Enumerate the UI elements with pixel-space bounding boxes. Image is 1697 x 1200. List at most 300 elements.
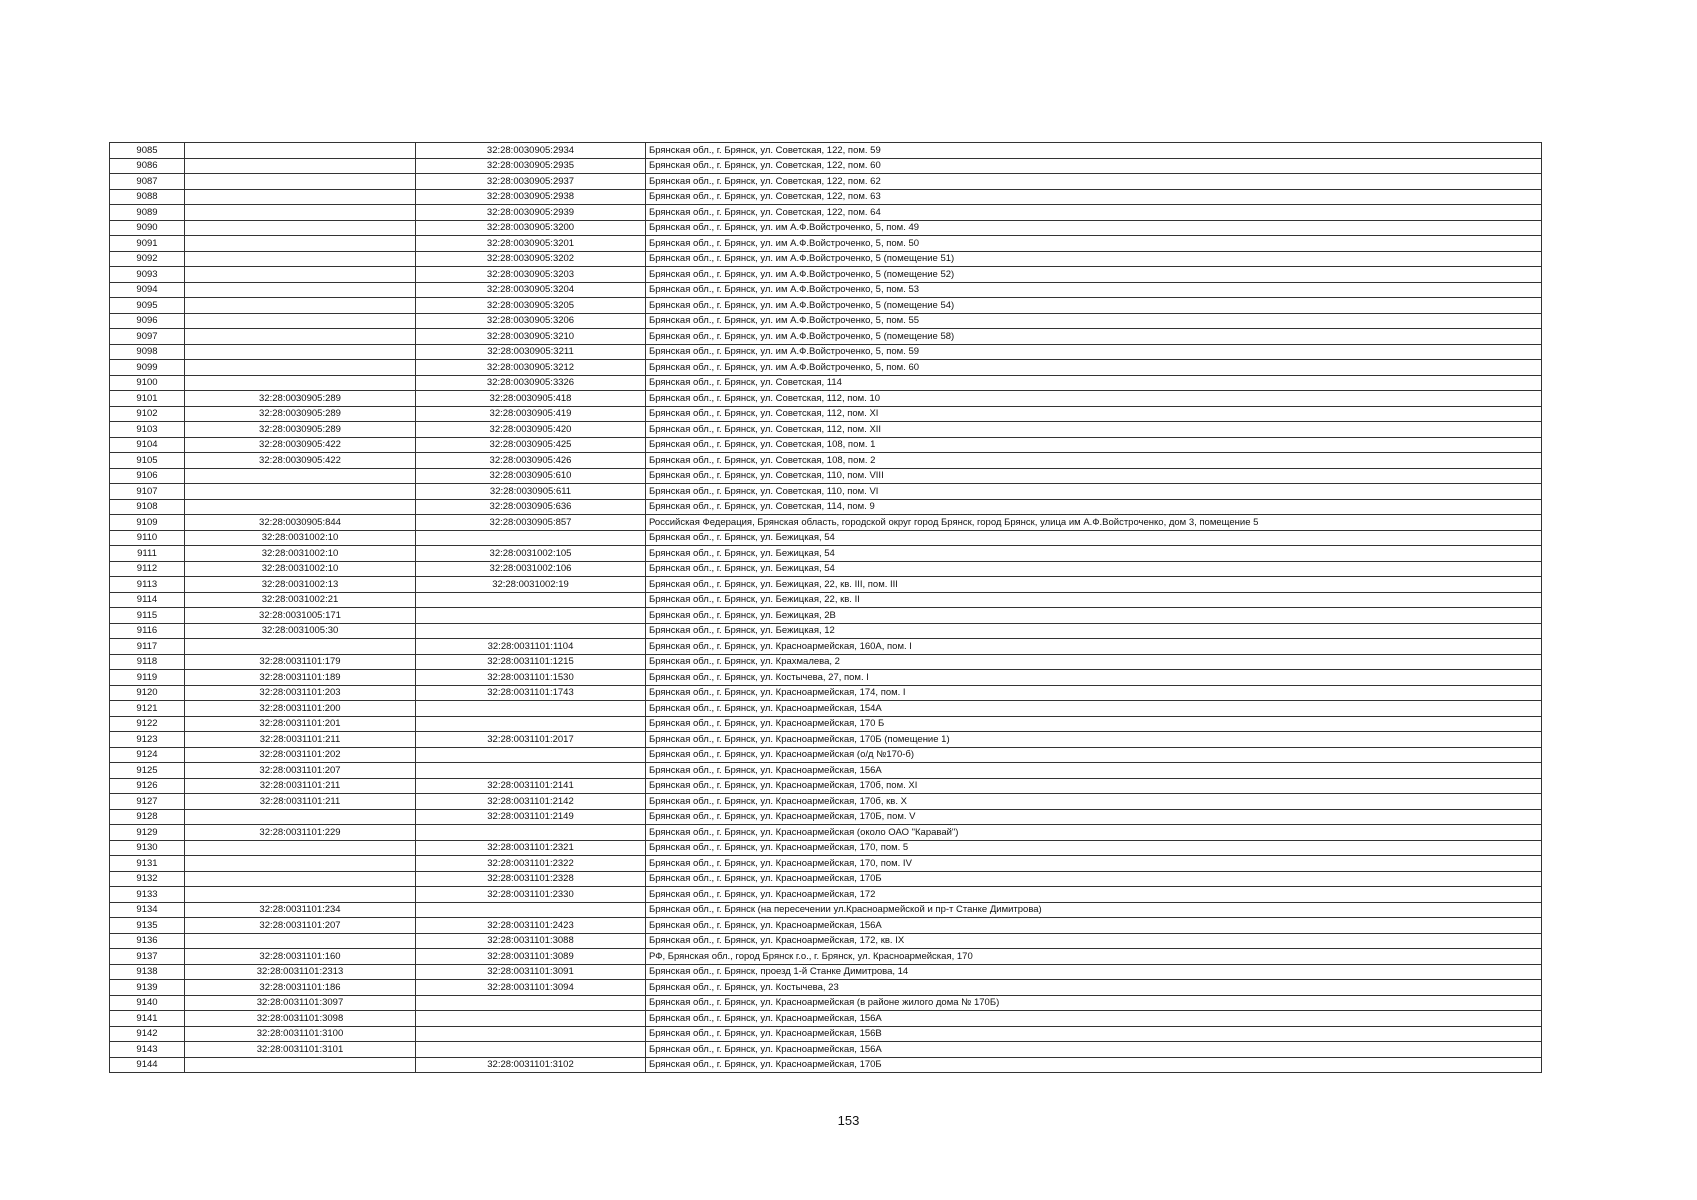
- table-row: [110, 654, 1542, 670]
- row-number-cell: 9102: [110, 406, 185, 422]
- address-cell: Брянская обл., г. Брянск, ул. Красноармейская (в районе жилого дома № 170Б): [646, 995, 1542, 1011]
- object-cadastral-cell: [416, 716, 646, 732]
- address-cell: Брянская обл., г. Брянск, ул. Советская, 108, пом. 2: [646, 453, 1542, 469]
- object-cadastral-cell: 32:28:0031002:106: [416, 561, 646, 577]
- address-cell: Брянская обл., г. Брянск, ул. Красноармейская, 170б, пом. XI: [646, 778, 1542, 794]
- table-row: [110, 546, 1542, 562]
- table-row: [110, 840, 1542, 856]
- table-row: [110, 484, 1542, 500]
- row-number-cell: 9093: [110, 267, 185, 283]
- parcel-cadastral-cell: 32:28:0030905:289: [185, 406, 416, 422]
- object-cadastral-cell: 32:28:0031101:2330: [416, 887, 646, 903]
- address-cell: Брянская обл., г. Брянск, ул. им А.Ф.Войстроченко, 5, пом. 59: [646, 344, 1542, 360]
- parcel-cadastral-cell: 32:28:0030905:422: [185, 437, 416, 453]
- address-cell: Брянская обл., г. Брянск, ул. им А.Ф.Войстроченко, 5, пом. 53: [646, 282, 1542, 298]
- row-number-cell: 9091: [110, 236, 185, 252]
- table-row: [110, 964, 1542, 980]
- row-number-cell: 9116: [110, 623, 185, 639]
- parcel-cadastral-cell: [185, 158, 416, 174]
- address-cell: Брянская обл., г. Брянск, ул. им А.Ф.Войстроченко, 5 (помещение 58): [646, 329, 1542, 345]
- table-row: [110, 406, 1542, 422]
- parcel-cadastral-cell: [185, 375, 416, 391]
- object-cadastral-cell: 32:28:0031101:3089: [416, 949, 646, 965]
- parcel-cadastral-cell: [185, 282, 416, 298]
- parcel-cadastral-cell: [185, 484, 416, 500]
- table-row: [110, 856, 1542, 872]
- object-cadastral-cell: 32:28:0030905:3211: [416, 344, 646, 360]
- object-cadastral-cell: 32:28:0031002:105: [416, 546, 646, 562]
- row-number-cell: 9100: [110, 375, 185, 391]
- parcel-cadastral-cell: 32:28:0031005:171: [185, 608, 416, 624]
- table-row: [110, 329, 1542, 345]
- parcel-cadastral-cell: 32:28:0031101:203: [185, 685, 416, 701]
- parcel-cadastral-cell: [185, 344, 416, 360]
- object-cadastral-cell: 32:28:0030905:2935: [416, 158, 646, 174]
- object-cadastral-cell: 32:28:0030905:636: [416, 499, 646, 515]
- address-cell: Брянская обл., г. Брянск, ул. Красноармейская, 156А: [646, 918, 1542, 934]
- table-row: [110, 267, 1542, 283]
- table-row: [110, 747, 1542, 763]
- parcel-cadastral-cell: [185, 251, 416, 267]
- parcel-cadastral-cell: 32:28:0030905:422: [185, 453, 416, 469]
- row-number-cell: 9114: [110, 592, 185, 608]
- object-cadastral-cell: [416, 1011, 646, 1027]
- row-number-cell: 9109: [110, 515, 185, 531]
- row-number-cell: 9127: [110, 794, 185, 810]
- object-cadastral-cell: [416, 763, 646, 779]
- table-row: [110, 763, 1542, 779]
- row-number-cell: 9115: [110, 608, 185, 624]
- row-number-cell: 9088: [110, 189, 185, 205]
- row-number-cell: 9129: [110, 825, 185, 841]
- table-row: [110, 639, 1542, 655]
- parcel-cadastral-cell: 32:28:0031101:207: [185, 918, 416, 934]
- address-cell: Брянская обл., г. Брянск, ул. Советская, 114, пом. 9: [646, 499, 1542, 515]
- parcel-cadastral-cell: [185, 205, 416, 221]
- row-number-cell: 9104: [110, 437, 185, 453]
- object-cadastral-cell: 32:28:0031101:3088: [416, 933, 646, 949]
- table-row: [110, 701, 1542, 717]
- object-cadastral-cell: 32:28:0031101:2141: [416, 778, 646, 794]
- table-row: [110, 515, 1542, 531]
- row-number-cell: 9101: [110, 391, 185, 407]
- row-number-cell: 9107: [110, 484, 185, 500]
- object-cadastral-cell: [416, 747, 646, 763]
- address-cell: Брянская обл., г. Брянск, ул. Бежицкая, 12: [646, 623, 1542, 639]
- row-number-cell: 9106: [110, 468, 185, 484]
- row-number-cell: 9117: [110, 639, 185, 655]
- row-number-cell: 9087: [110, 174, 185, 190]
- table-row: [110, 778, 1542, 794]
- parcel-cadastral-cell: 32:28:0030905:289: [185, 391, 416, 407]
- table-row: [110, 298, 1542, 314]
- parcel-cadastral-cell: 32:28:0031101:3100: [185, 1026, 416, 1042]
- object-cadastral-cell: 32:28:0031101:3091: [416, 964, 646, 980]
- object-cadastral-cell: 32:28:0031101:3102: [416, 1057, 646, 1073]
- object-cadastral-cell: 32:28:0031101:1530: [416, 670, 646, 686]
- row-number-cell: 9099: [110, 360, 185, 376]
- address-cell: Брянская обл., г. Брянск, ул. Костычева, 23: [646, 980, 1542, 996]
- parcel-cadastral-cell: [185, 174, 416, 190]
- row-number-cell: 9121: [110, 701, 185, 717]
- address-cell: Брянская обл., г. Брянск, ул. Советская, 110, пом. VI: [646, 484, 1542, 500]
- parcel-cadastral-cell: 32:28:0031101:211: [185, 778, 416, 794]
- row-number-cell: 9132: [110, 871, 185, 887]
- address-cell: Брянская обл., г. Брянск, ул. Советская, 112, пом. XI: [646, 406, 1542, 422]
- table-row: [110, 158, 1542, 174]
- table-row: [110, 809, 1542, 825]
- parcel-cadastral-cell: 32:28:0031101:179: [185, 654, 416, 670]
- address-cell: Брянская обл., г. Брянск, ул. им А.Ф.Войстроченко, 5 (помещение 54): [646, 298, 1542, 314]
- row-number-cell: 9140: [110, 995, 185, 1011]
- table-row: [110, 236, 1542, 252]
- table-row: [110, 1057, 1542, 1073]
- table-row: [110, 794, 1542, 810]
- address-cell: Брянская обл., г. Брянск, ул. Бежицкая, 54: [646, 546, 1542, 562]
- registry-table: [109, 142, 1542, 1073]
- row-number-cell: 9096: [110, 313, 185, 329]
- row-number-cell: 9110: [110, 530, 185, 546]
- address-cell: Брянская обл., г. Брянск, ул. Красноармейская, 170 Б: [646, 716, 1542, 732]
- row-number-cell: 9105: [110, 453, 185, 469]
- address-cell: Брянская обл., г. Брянск, ул. им А.Ф.Войстроченко, 5, пом. 49: [646, 220, 1542, 236]
- table-row: [110, 825, 1542, 841]
- table-row: [110, 143, 1542, 159]
- table-row: [110, 608, 1542, 624]
- address-cell: Брянская обл., г. Брянск, ул. Крахмалева, 2: [646, 654, 1542, 670]
- table-row: [110, 995, 1542, 1011]
- object-cadastral-cell: 32:28:0030905:3203: [416, 267, 646, 283]
- object-cadastral-cell: 32:28:0030905:3200: [416, 220, 646, 236]
- parcel-cadastral-cell: [185, 468, 416, 484]
- address-cell: Брянская обл., г. Брянск, ул. Бежицкая, 22, кв. II: [646, 592, 1542, 608]
- address-cell: Брянская обл., г. Брянск, ул. им А.Ф.Войстроченко, 5, пом. 50: [646, 236, 1542, 252]
- table-row: [110, 453, 1542, 469]
- object-cadastral-cell: 32:28:0031101:2142: [416, 794, 646, 810]
- table-row: [110, 468, 1542, 484]
- object-cadastral-cell: [416, 623, 646, 639]
- table-row: [110, 375, 1542, 391]
- address-cell: Брянская обл., г. Брянск, ул. Советская, 122, пом. 63: [646, 189, 1542, 205]
- address-cell: Брянская обл., г. Брянск, ул. Советская, 114: [646, 375, 1542, 391]
- row-number-cell: 9092: [110, 251, 185, 267]
- address-cell: Брянская обл., г. Брянск, ул. Бежицкая, 54: [646, 530, 1542, 546]
- table-row: [110, 1026, 1542, 1042]
- row-number-cell: 9089: [110, 205, 185, 221]
- table-row: [110, 685, 1542, 701]
- parcel-cadastral-cell: 32:28:0031002:10: [185, 561, 416, 577]
- row-number-cell: 9141: [110, 1011, 185, 1027]
- table-row: [110, 902, 1542, 918]
- address-cell: Брянская обл., г. Брянск, ул. Советская, 112, пом. 10: [646, 391, 1542, 407]
- row-number-cell: 9090: [110, 220, 185, 236]
- row-number-cell: 9098: [110, 344, 185, 360]
- object-cadastral-cell: 32:28:0030905:3205: [416, 298, 646, 314]
- object-cadastral-cell: 32:28:0030905:611: [416, 484, 646, 500]
- address-cell: Брянская обл., г. Брянск, ул. Красноармейская, 160А, пом. I: [646, 639, 1542, 655]
- row-number-cell: 9123: [110, 732, 185, 748]
- row-number-cell: 9119: [110, 670, 185, 686]
- parcel-cadastral-cell: [185, 267, 416, 283]
- parcel-cadastral-cell: 32:28:0031101:202: [185, 747, 416, 763]
- parcel-cadastral-cell: [185, 887, 416, 903]
- table-row: [110, 313, 1542, 329]
- object-cadastral-cell: 32:28:0030905:3326: [416, 375, 646, 391]
- parcel-cadastral-cell: [185, 329, 416, 345]
- parcel-cadastral-cell: 32:28:0031101:234: [185, 902, 416, 918]
- row-number-cell: 9143: [110, 1042, 185, 1058]
- row-number-cell: 9136: [110, 933, 185, 949]
- object-cadastral-cell: 32:28:0030905:3201: [416, 236, 646, 252]
- table-row: [110, 716, 1542, 732]
- address-cell: Брянская обл., г. Брянск (на пересечении ул.Красноармейской и пр-т Станке Димитрова): [646, 902, 1542, 918]
- row-number-cell: 9112: [110, 561, 185, 577]
- address-cell: Брянская обл., г. Брянск, ул. Бежицкая, 22, кв. III, пом. III: [646, 577, 1542, 593]
- address-cell: Брянская обл., г. Брянск, ул. Красноармейская (о/д №170-б): [646, 747, 1542, 763]
- address-cell: Брянская обл., г. Брянск, ул. им А.Ф.Войстроченко, 5, пом. 55: [646, 313, 1542, 329]
- row-number-cell: 9122: [110, 716, 185, 732]
- parcel-cadastral-cell: [185, 499, 416, 515]
- object-cadastral-cell: 32:28:0030905:3204: [416, 282, 646, 298]
- table-row: [110, 205, 1542, 221]
- object-cadastral-cell: [416, 825, 646, 841]
- parcel-cadastral-cell: 32:28:0031101:201: [185, 716, 416, 732]
- table-row: [110, 918, 1542, 934]
- object-cadastral-cell: 32:28:0030905:2937: [416, 174, 646, 190]
- parcel-cadastral-cell: [185, 856, 416, 872]
- page-number: 153: [837, 1113, 860, 1128]
- parcel-cadastral-cell: [185, 360, 416, 376]
- parcel-cadastral-cell: 32:28:0031101:2313: [185, 964, 416, 980]
- address-cell: Брянская обл., г. Брянск, ул. им А.Ф.Войстроченко, 5, пом. 60: [646, 360, 1542, 376]
- table-row: [110, 174, 1542, 190]
- object-cadastral-cell: 32:28:0030905:857: [416, 515, 646, 531]
- table-row: [110, 933, 1542, 949]
- object-cadastral-cell: 32:28:0030905:2939: [416, 205, 646, 221]
- row-number-cell: 9111: [110, 546, 185, 562]
- table-row: [110, 732, 1542, 748]
- object-cadastral-cell: 32:28:0030905:419: [416, 406, 646, 422]
- address-cell: Брянская обл., г. Брянск, ул. Красноармейская, 170, пом. IV: [646, 856, 1542, 872]
- object-cadastral-cell: 32:28:0030905:2934: [416, 143, 646, 159]
- table-row: [110, 422, 1542, 438]
- object-cadastral-cell: 32:28:0030905:2938: [416, 189, 646, 205]
- table-row: [110, 1011, 1542, 1027]
- object-cadastral-cell: 32:28:0030905:3212: [416, 360, 646, 376]
- address-cell: Брянская обл., г. Брянск, проезд 1-й Станке Димитрова, 14: [646, 964, 1542, 980]
- parcel-cadastral-cell: 32:28:0031101:189: [185, 670, 416, 686]
- table-row: [110, 980, 1542, 996]
- table-row: [110, 344, 1542, 360]
- parcel-cadastral-cell: [185, 933, 416, 949]
- row-number-cell: 9095: [110, 298, 185, 314]
- address-cell: РФ, Брянская обл., город Брянск г.о., г. Брянск, ул. Красноармейская, 170: [646, 949, 1542, 965]
- row-number-cell: 9138: [110, 964, 185, 980]
- object-cadastral-cell: [416, 592, 646, 608]
- address-cell: Брянская обл., г. Брянск, ул. Красноармейская, 156А: [646, 1042, 1542, 1058]
- object-cadastral-cell: 32:28:0031101:1215: [416, 654, 646, 670]
- table-row: [110, 391, 1542, 407]
- parcel-cadastral-cell: [185, 871, 416, 887]
- object-cadastral-cell: 32:28:0030905:610: [416, 468, 646, 484]
- row-number-cell: 9103: [110, 422, 185, 438]
- row-number-cell: 9126: [110, 778, 185, 794]
- address-cell: Брянская обл., г. Брянск, ул. Красноармейская, 170Б (помещение 1): [646, 732, 1542, 748]
- parcel-cadastral-cell: 32:28:0031101:3098: [185, 1011, 416, 1027]
- parcel-cadastral-cell: [185, 189, 416, 205]
- table-row: [110, 871, 1542, 887]
- parcel-cadastral-cell: 32:28:0031002:21: [185, 592, 416, 608]
- object-cadastral-cell: [416, 1042, 646, 1058]
- parcel-cadastral-cell: 32:28:0031101:200: [185, 701, 416, 717]
- address-cell: Брянская обл., г. Брянск, ул. Красноармейская, 156А: [646, 763, 1542, 779]
- object-cadastral-cell: 32:28:0031101:1104: [416, 639, 646, 655]
- parcel-cadastral-cell: 32:28:0031101:211: [185, 794, 416, 810]
- parcel-cadastral-cell: [185, 220, 416, 236]
- address-cell: Брянская обл., г. Брянск, ул. Советская, 122, пом. 64: [646, 205, 1542, 221]
- row-number-cell: 9086: [110, 158, 185, 174]
- parcel-cadastral-cell: [185, 639, 416, 655]
- table-row: [110, 623, 1542, 639]
- row-number-cell: 9139: [110, 980, 185, 996]
- row-number-cell: 9137: [110, 949, 185, 965]
- table-row: [110, 220, 1542, 236]
- row-number-cell: 9142: [110, 1026, 185, 1042]
- table-row: [110, 561, 1542, 577]
- parcel-cadastral-cell: 32:28:0031101:3097: [185, 995, 416, 1011]
- address-cell: Брянская обл., г. Брянск, ул. Красноармейская (около ОАО "Каравай"): [646, 825, 1542, 841]
- address-cell: Брянская обл., г. Брянск, ул. Костычева, 27, пом. I: [646, 670, 1542, 686]
- object-cadastral-cell: 32:28:0031101:2017: [416, 732, 646, 748]
- object-cadastral-cell: [416, 902, 646, 918]
- parcel-cadastral-cell: 32:28:0031101:3101: [185, 1042, 416, 1058]
- parcel-cadastral-cell: 32:28:0031101:207: [185, 763, 416, 779]
- parcel-cadastral-cell: 32:28:0031002:10: [185, 546, 416, 562]
- parcel-cadastral-cell: [185, 298, 416, 314]
- parcel-cadastral-cell: 32:28:0031101:186: [185, 980, 416, 996]
- row-number-cell: 9125: [110, 763, 185, 779]
- address-cell: Брянская обл., г. Брянск, ул. Советская, 122, пом. 59: [646, 143, 1542, 159]
- parcel-cadastral-cell: 32:28:0031101:229: [185, 825, 416, 841]
- row-number-cell: 9128: [110, 809, 185, 825]
- address-cell: Брянская обл., г. Брянск, ул. Советская, 108, пом. 1: [646, 437, 1542, 453]
- table-row: [110, 360, 1542, 376]
- object-cadastral-cell: 32:28:0030905:420: [416, 422, 646, 438]
- table-row: [110, 189, 1542, 205]
- address-cell: Брянская обл., г. Брянск, ул. Советская, 112, пом. XII: [646, 422, 1542, 438]
- address-cell: Брянская обл., г. Брянск, ул. им А.Ф.Войстроченко, 5 (помещение 52): [646, 267, 1542, 283]
- address-cell: Брянская обл., г. Брянск, ул. Советская, 122, пом. 60: [646, 158, 1542, 174]
- parcel-cadastral-cell: [185, 809, 416, 825]
- object-cadastral-cell: 32:28:0031101:3094: [416, 980, 646, 996]
- table-row: [110, 530, 1542, 546]
- table-row: [110, 282, 1542, 298]
- parcel-cadastral-cell: 32:28:0031005:30: [185, 623, 416, 639]
- parcel-cadastral-cell: 32:28:0030905:844: [185, 515, 416, 531]
- object-cadastral-cell: 32:28:0030905:426: [416, 453, 646, 469]
- object-cadastral-cell: 32:28:0031002:19: [416, 577, 646, 593]
- object-cadastral-cell: 32:28:0031101:2321: [416, 840, 646, 856]
- address-cell: Брянская обл., г. Брянск, ул. Красноармейская, 170, пом. 5: [646, 840, 1542, 856]
- row-number-cell: 9124: [110, 747, 185, 763]
- row-number-cell: 9108: [110, 499, 185, 515]
- address-cell: Брянская обл., г. Брянск, ул. Бежицкая, 2В: [646, 608, 1542, 624]
- object-cadastral-cell: 32:28:0031101:2322: [416, 856, 646, 872]
- parcel-cadastral-cell: 32:28:0031101:160: [185, 949, 416, 965]
- object-cadastral-cell: 32:28:0031101:2328: [416, 871, 646, 887]
- table-row: [110, 437, 1542, 453]
- parcel-cadastral-cell: 32:28:0031002:10: [185, 530, 416, 546]
- address-cell: Брянская обл., г. Брянск, ул. Красноармейская, 170б, кв. X: [646, 794, 1542, 810]
- table-row: [110, 887, 1542, 903]
- object-cadastral-cell: 32:28:0030905:418: [416, 391, 646, 407]
- parcel-cadastral-cell: 32:28:0030905:289: [185, 422, 416, 438]
- row-number-cell: 9120: [110, 685, 185, 701]
- object-cadastral-cell: 32:28:0030905:3210: [416, 329, 646, 345]
- table-row: [110, 670, 1542, 686]
- table-row: [110, 1042, 1542, 1058]
- row-number-cell: 9134: [110, 902, 185, 918]
- row-number-cell: 9135: [110, 918, 185, 934]
- parcel-cadastral-cell: [185, 313, 416, 329]
- object-cadastral-cell: [416, 1026, 646, 1042]
- row-number-cell: 9130: [110, 840, 185, 856]
- object-cadastral-cell: 32:28:0030905:3202: [416, 251, 646, 267]
- table-row: [110, 577, 1542, 593]
- row-number-cell: 9085: [110, 143, 185, 159]
- row-number-cell: 9094: [110, 282, 185, 298]
- address-cell: Брянская обл., г. Брянск, ул. им А.Ф.Войстроченко, 5 (помещение 51): [646, 251, 1542, 267]
- address-cell: Брянская обл., г. Брянск, ул. Красноармейская, 174, пом. I: [646, 685, 1542, 701]
- address-cell: Брянская обл., г. Брянск, ул. Советская, 122, пом. 62: [646, 174, 1542, 190]
- row-number-cell: 9118: [110, 654, 185, 670]
- parcel-cadastral-cell: [185, 840, 416, 856]
- object-cadastral-cell: 32:28:0031101:2149: [416, 809, 646, 825]
- address-cell: Брянская обл., г. Брянск, ул. Красноармейская, 156В: [646, 1026, 1542, 1042]
- object-cadastral-cell: [416, 530, 646, 546]
- parcel-cadastral-cell: [185, 143, 416, 159]
- address-cell: Брянская обл., г. Брянск, ул. Бежицкая, 54: [646, 561, 1542, 577]
- object-cadastral-cell: 32:28:0030905:425: [416, 437, 646, 453]
- table-body: [110, 143, 1542, 1073]
- object-cadastral-cell: 32:28:0030905:3206: [416, 313, 646, 329]
- row-number-cell: 9113: [110, 577, 185, 593]
- address-cell: Брянская обл., г. Брянск, ул. Красноармейская, 170Б, пом. V: [646, 809, 1542, 825]
- table-row: [110, 949, 1542, 965]
- object-cadastral-cell: [416, 608, 646, 624]
- address-cell: Брянская обл., г. Брянск, ул. Советская, 110, пом. VIII: [646, 468, 1542, 484]
- address-cell: Брянская обл., г. Брянск, ул. Красноармейская, 172, кв. IX: [646, 933, 1542, 949]
- address-cell: Брянская обл., г. Брянск, ул. Красноармейская, 154А: [646, 701, 1542, 717]
- parcel-cadastral-cell: 32:28:0031101:211: [185, 732, 416, 748]
- table-row: [110, 592, 1542, 608]
- object-cadastral-cell: [416, 701, 646, 717]
- parcel-cadastral-cell: 32:28:0031002:13: [185, 577, 416, 593]
- row-number-cell: 9133: [110, 887, 185, 903]
- parcel-cadastral-cell: [185, 236, 416, 252]
- address-cell: Брянская обл., г. Брянск, ул. Красноармейская, 170Б: [646, 871, 1542, 887]
- address-cell: Брянская обл., г. Брянск, ул. Красноармейская, 156А: [646, 1011, 1542, 1027]
- table-row: [110, 251, 1542, 267]
- address-cell: Брянская обл., г. Брянск, ул. Красноармейская, 172: [646, 887, 1542, 903]
- row-number-cell: 9097: [110, 329, 185, 345]
- row-number-cell: 9131: [110, 856, 185, 872]
- object-cadastral-cell: 32:28:0031101:1743: [416, 685, 646, 701]
- address-cell: Российская Федерация, Брянская область, городской округ город Брянск, город Брянск, улица им А.Ф.Войстроченко, дом 3, помещение 5: [646, 515, 1542, 531]
- table-row: [110, 499, 1542, 515]
- address-cell: Брянская обл., г. Брянск, ул. Красноармейская, 170Б: [646, 1057, 1542, 1073]
- parcel-cadastral-cell: [185, 1057, 416, 1073]
